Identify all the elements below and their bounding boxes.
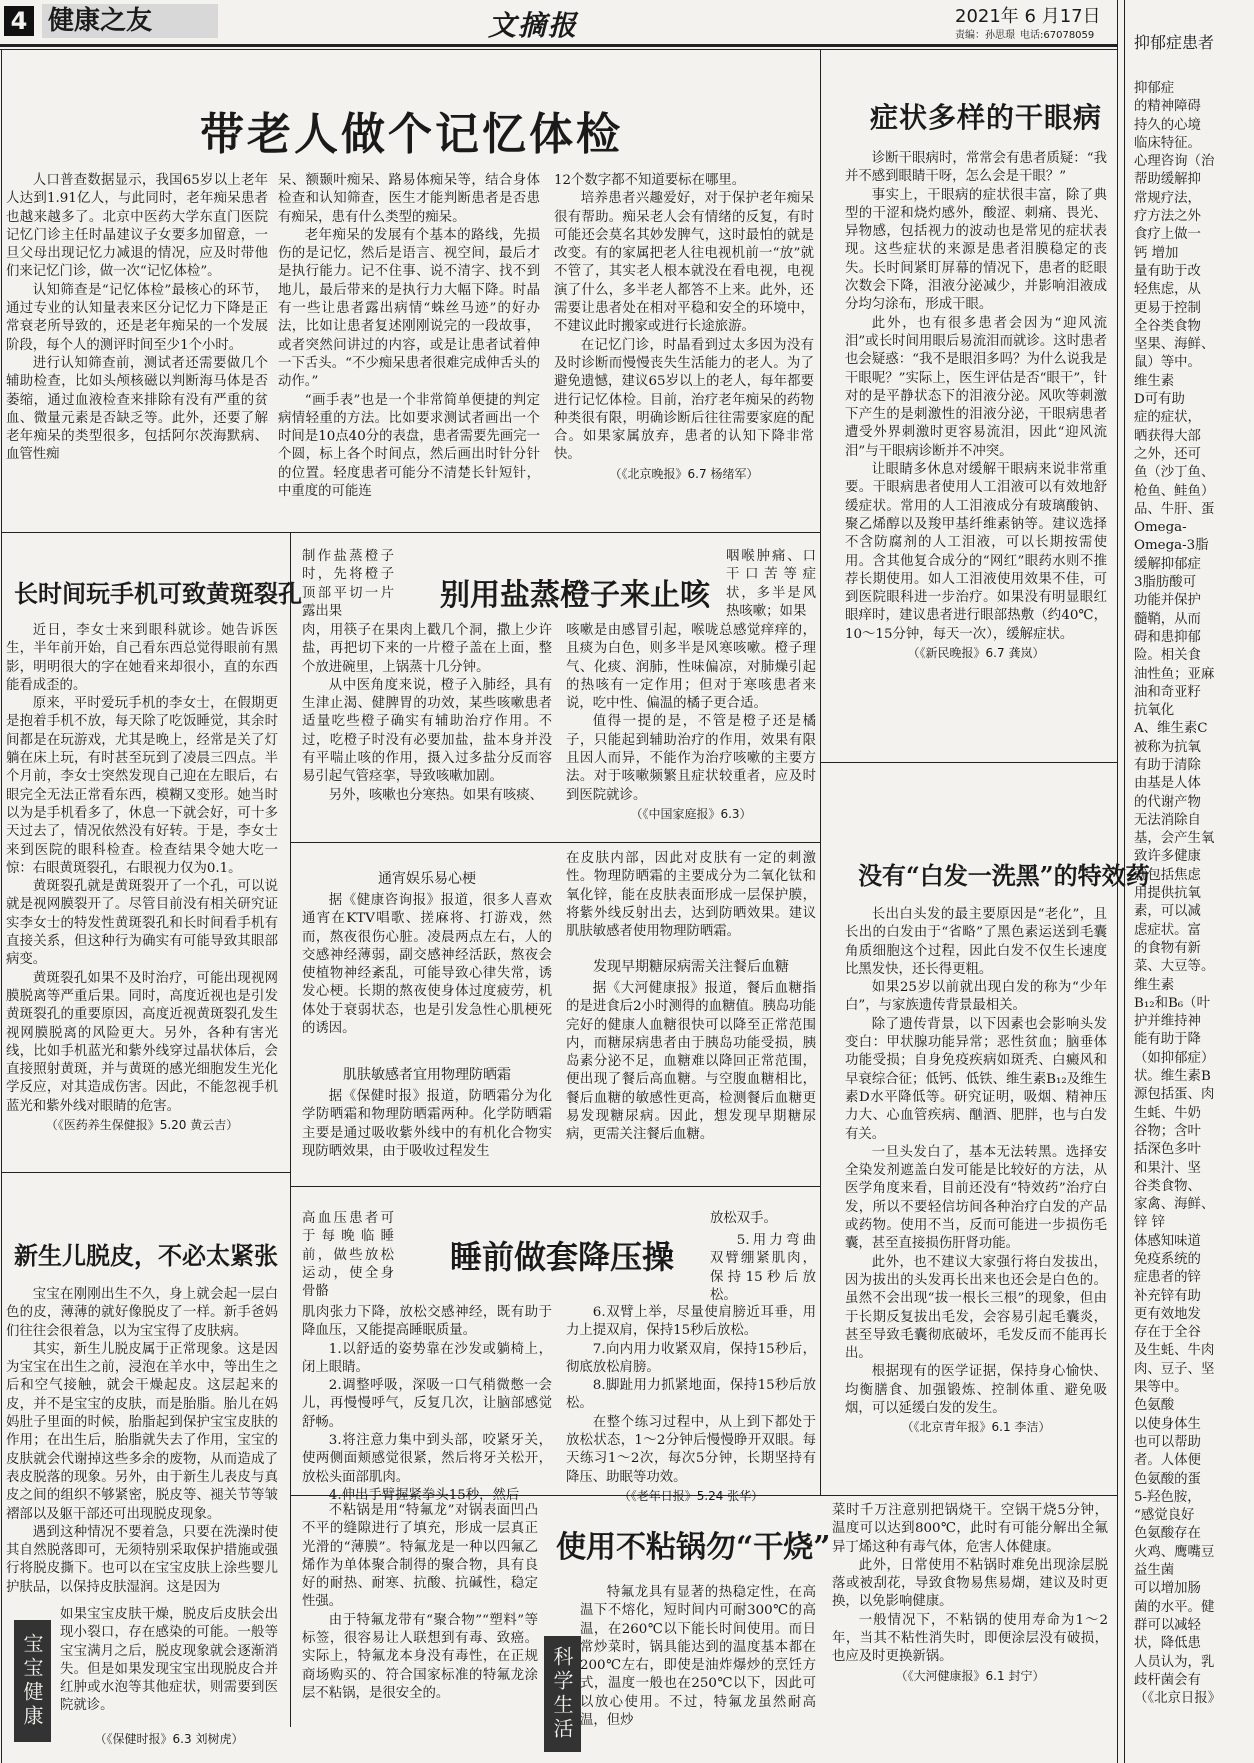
right-strip-line: 常规疗法，	[1134, 190, 1201, 206]
orange-title: 别用盐蒸橙子来止咳	[440, 578, 710, 613]
baby-section-tag: 宝宝健康	[14, 1620, 51, 1742]
right-strip-line: 素，可以减	[1134, 904, 1201, 920]
right-strip-line: Omega-	[1134, 520, 1187, 536]
memory-source: （《北京晚报》6.7 杨绪军）	[609, 466, 759, 481]
right-strip-line: 枪鱼、鲑鱼）	[1134, 483, 1215, 499]
memory-para: 进行认知筛查前，测试者还需要做几个辅助检查，比如头颅核磁以判断海马体是否萎缩，通过血液检查来排除有没有严重的贫血、微量元素是否缺乏等。此外，还要了解老年痴呆的类型很多，包括阿尔茨海默病、血管性痴	[6, 355, 268, 463]
memory-col-1	[6, 172, 268, 522]
right-strip-line: 更有效地发	[1134, 1306, 1201, 1322]
memory-para: 老年痴呆的发展有个基本的路线，先损伤的是记忆，然后是语言、视空间，最后才是执行能力。记不住事、说不清字、找不到地儿，最后带来的是执行力大幅下降。时晶有一些让患者露出病情“蛛丝马迹”的好办法，比如让患者复述刚刚说完的一段故事，或者突然问讲过的内容，或是让患者试着伸一下舌头。“不少痴呆患者很难完成伸舌头的动作。”	[278, 227, 540, 390]
sleep-col-1	[302, 1304, 552, 1503]
baby-tail-text: 如果宝宝皮肤干燥，脱皮后皮肤会出现小裂口，存在感染的可能。一般等宝宝满月之后，脱皮现象就会逐渐消失。但是如果发现宝宝出现脱皮合并红肿或水泡等其他症状，则需要到医院就诊。	[60, 1607, 278, 1714]
right-strip-line: 火鸡、鹰嘴豆	[1134, 1544, 1215, 1560]
date: 2021年 6 月17日	[955, 6, 1101, 27]
right-strip-line: 肉、豆子、坚	[1134, 1361, 1215, 1377]
right-strip-line: 色氨酸	[1134, 1398, 1175, 1414]
phone-para: 近日，李女士来到眼科就诊。她告诉医生，半年前开始，自己看东西总觉得眼前有黑影，明明很大的字在她看来却很小，直的东西能看成歪的。	[6, 623, 278, 693]
memory-col-2	[278, 172, 540, 522]
right-strip-line: 钙 增加	[1134, 245, 1179, 261]
sleep-intro-right: 放松双手。	[710, 1211, 777, 1226]
sleep-para: 3.将注意力集中到头部，咬紧牙关，使两侧面颊感觉很紧，然后将牙关松开，放松头面部肌肉。	[302, 1433, 552, 1485]
right-strip-line: B₁₂和B₆（叶	[1134, 995, 1210, 1011]
dryeye-body	[845, 150, 1107, 760]
right-strip-line: 碍和患抑郁	[1134, 629, 1201, 645]
phone-source: （《医药养生保健报》5.20 黄云吉）	[45, 1118, 239, 1133]
gray-para: 一旦头发白了，基本无法转黑。选择安全染发剂遮盖白发可能是比较好的方法，从医学角度来看，目前还没有“特效药”治疗白发，所以不要轻信坊间各种治疗白发的产品或药物。使用不当，反而可能进一步损伤毛囊，甚至直接损伤肝肾功能。	[845, 1144, 1107, 1252]
right-strip-line: 由基是人体	[1134, 776, 1201, 792]
right-strip-line: 之外，还可	[1134, 446, 1201, 462]
right-strip-line: 谷物；含叶	[1134, 1123, 1201, 1139]
masthead-rule	[0, 44, 1118, 47]
sleep-intro-right2: 5.用力弯曲双臂绷紧肌肉，保持15秒后放松。	[710, 1233, 816, 1303]
gray-para: 根据现有的医学证据，保持身心愉快、均衡膳食、加强锻炼、控制体重、避免吸烟，可以延缓白发的发生。	[845, 1364, 1107, 1417]
right-strip-line: 髓鞘，从而	[1134, 611, 1201, 627]
memory-para: 12个数字都不知道要标在哪里。	[554, 173, 746, 188]
brief-1-text: 据《健康咨询报》报道，很多人喜欢通宵在KTV唱歌、搓麻将、打游戏，然而，熬夜很伤心脏。凌晨两点左右，人的交感神经薄弱，副交感神经活跃，熬夜会使植物神经紊乱，可能导致心律失常，诱发心梗。长期的熬夜使身体过度疲劳，机体处于衰弱状态，也是引发急性心肌梗死的诱因。	[302, 893, 552, 1037]
rule-brief	[290, 1186, 820, 1187]
right-strip-line: 鼠）等中。	[1134, 355, 1201, 371]
right-strip-line: 症的症状，	[1134, 410, 1201, 426]
baby-body	[6, 1286, 278, 1606]
sleep-source: （《老年日报》5.24 张华）	[618, 1488, 764, 1503]
pan-para: 不粘锅是用“特氟龙”对锅表面凹凸不平的缝隙进行了填充，形成一层真正光滑的“薄膜”。特氟龙是一种以四氟乙烯作为单体聚合制得的聚合物，具有良好的耐热、耐寒、抗酸、抗碱性，稳定性强。	[302, 1503, 538, 1610]
right-strip-line: 品、牛肝、蛋	[1134, 501, 1215, 517]
right-strip-line: 锌 锌	[1134, 1215, 1166, 1231]
orange-source: （《中国家庭报》6.3）	[630, 806, 752, 821]
right-strip-line: 维生素	[1134, 977, 1175, 993]
sleep-para: 4.伸出手臂握紧拳头15秒，然后	[328, 1487, 520, 1503]
right-strip-line: 的代谢产物	[1134, 794, 1201, 810]
frame-left	[1, 49, 2, 1763]
orange-para: 值得一提的是，不管是橙子还是橘子，只能起到辅助治疗的作用，效果有限且因人而异，不能作为治疗咳嗽的主要方法。对于咳嗽频繁且症状较重者，应及时到医院就诊。	[566, 714, 816, 803]
right-strip-line: 免疫系统的	[1134, 1252, 1201, 1267]
brief-3-title: 发现早期糖尿病需关注餐后血糖	[593, 959, 789, 975]
dryeye-para: 诊断干眼病时，常常会有患者质疑：“我并不感到眼睛干呀，怎么会是干眼？”	[845, 151, 1107, 185]
right-strip-line: 用提供抗氧	[1134, 886, 1201, 902]
right-strip-lines	[1134, 80, 1254, 1708]
pan-source: （《大河健康报》6.1 封宁）	[895, 1668, 1045, 1683]
right-strip-line: 功能并保护	[1134, 593, 1201, 609]
right-strip-line: 色氨酸的蛋	[1134, 1471, 1201, 1487]
pan-para: 此外，日常使用不粘锅时难免出现涂层脱落或被刮花，导致食物易焦易煳，建议及时更换，以免影响健康。	[832, 1557, 1108, 1610]
right-strip-line: 补充锌有助	[1134, 1288, 1201, 1304]
right-strip-line: 被称为抗氧	[1134, 739, 1201, 755]
right-strip-line: 和果汁、坚	[1134, 1160, 1201, 1176]
sleep-para: 6.双臂上举，尽量使肩膀近耳垂，用力上提双肩，保持15秒后放松。	[566, 1305, 816, 1339]
right-strip-line: （如抑郁症）	[1134, 1050, 1215, 1066]
right-strip-line: 就包括焦虑	[1134, 867, 1201, 883]
right-strip-line: 可以增加肠	[1134, 1581, 1201, 1597]
pan-section-tag: 科学生活	[544, 1636, 581, 1752]
orange-col-1	[302, 622, 552, 840]
right-strip-line: 基，会产生氧	[1134, 831, 1215, 847]
right-strip-line: 果等中。	[1134, 1380, 1188, 1396]
paper-name: 文摘报	[488, 9, 579, 42]
right-strip-line: 油和奇亚籽	[1134, 684, 1201, 700]
sleep-intro-left: 高血压患者可于每晚临睡前，做些放松运动，使全身骨骼	[302, 1211, 394, 1300]
right-strip-line: 油性鱼；亚麻	[1134, 666, 1215, 682]
right-strip-line: A、维生素C	[1134, 721, 1208, 737]
brief-2-text: 据《保健时报》报道，防晒霜分为化学防晒霜和物理防晒霜两种。化学防晒霜主要是通过吸收紫外线中的有机化合物实现防晒效果，由于吸收过程发生	[302, 1089, 552, 1159]
right-strip-line: 色氨酸存在	[1134, 1526, 1201, 1542]
right-strip-line: 源包括蛋、肉	[1134, 1087, 1215, 1103]
right-strip-line: 存在于全谷	[1134, 1325, 1201, 1341]
right-strip-line: D可有助	[1134, 392, 1185, 408]
pan-para: 菜时千万注意别把锅烧干。空锅干烧5分钟，温度可以达到800℃，此时有可能分解出全氟异丁烯这种有毒气体，危害人体健康。	[832, 1503, 1108, 1555]
right-strip-line: 鱼（沙丁鱼、	[1134, 465, 1215, 481]
right-strip-line: 也可以帮助	[1134, 1434, 1201, 1450]
sleep-para: 肌肉张力下降，放松交感神经，既有助于降血压，又能提高睡眠质量。	[302, 1305, 552, 1339]
right-strip-line: 量有助于改	[1134, 263, 1201, 279]
baby-para: 遇到这种情况不要着急，只要在洗澡时使其自然脱落即可，无须特别采取保护措施或强行将脱皮撕下。也可以在宝宝皮肤上涂些婴儿护肤品，以保持皮肤湿润。这是因为	[6, 1524, 278, 1595]
right-strip-line: 无法消除自	[1134, 812, 1201, 828]
phone-body	[6, 622, 278, 1170]
right-strip-line: 菜、大豆等。	[1134, 959, 1215, 975]
memory-title: 带老人做个记忆体检	[200, 109, 623, 160]
pan-intro	[302, 1502, 538, 1758]
gray-source: （《北京青年报》6.1 李洁）	[901, 1420, 1051, 1435]
gray-para: 除了遗传背景，以下因素也会影响头发变白：甲状腺功能异常；恶性贫血；脑垂体功能受损；自身免疫疾病如斑秃、白癜风和早衰综合征；低钙、低铁、维生素B₁₂及维生素D水平降低等。研究证明，吸烟、精神压力大、心血管疾病、酗酒、肥胖，也与白发有关。	[845, 1016, 1107, 1142]
orange-para: 肉，用筷子在果肉上戳几个洞，撒上少许盐，再把切下来的一片橙子盖在上面，整个放进碗里，上锅蒸十几分钟。	[302, 623, 552, 675]
right-strip-line: 歧杆菌会有	[1134, 1672, 1201, 1688]
right-strip-line: 护并维持神	[1134, 1014, 1201, 1030]
right-strip-line: 人员认为，乳	[1134, 1654, 1215, 1670]
gray-para: 长出白头发的最主要原因是“老化”，且长出的白发由于“省略”了黑色素运送到毛囊角质细胞这个过程，因此白发不仅生长速度比黑发快，还长得更粗。	[845, 907, 1107, 977]
baby-para: 其实，新生儿脱皮属于正常现象。这是因为宝宝在出生之前，浸泡在羊水中，等出生之后和空气接触，就会干燥起皮。这层起来的皮，并不是宝宝的皮肤，而是胎脂。胎儿在妈妈肚子里面的时候，胎脂起到保护宝宝皮肤的作用；在出生后，胎脂就失去了作用，宝宝的皮肤就会代谢掉这些多余的废物，从而造成了表皮脱落的现象。另外，由于新生儿表皮与真皮之间的组织不够紧密，脱皮等、褪关节等皱褶部以及躯干部还可出现脱皮现象。	[6, 1341, 278, 1522]
right-strip-line: 益生菌	[1134, 1563, 1175, 1579]
memory-col-3	[554, 172, 814, 522]
right-strip-line: 疗方法之外	[1134, 209, 1201, 225]
pan-para: 一般情况下，不粘锅的使用寿命为1～2年，当其不粘性消失时，即便涂层没有破损，也应及时更换新锅。	[832, 1612, 1108, 1665]
right-strip-line: 的精神障碍	[1134, 99, 1201, 115]
memory-para: 认知筛查是“记忆体检”最核心的环节，通过专业的认知量表来区分记忆力下降是正常衰老所导致的，还是老年痴呆的一个发展阶段，每个人的测评时间至少1个小时。	[6, 282, 268, 353]
baby-source: （《保健时报》6.3 刘树虎）	[94, 1732, 244, 1746]
sleep-title: 睡前做套降压操	[450, 1238, 675, 1276]
right-strip-line: 家禽、海鲜、	[1134, 1197, 1215, 1213]
right-strip-line: 维生素	[1134, 373, 1175, 389]
right-strip-line: 抑郁症	[1134, 81, 1175, 96]
pan-title: 使用不粘锅勿“干烧”	[556, 1530, 831, 1565]
gray-title: 没有“白发一洗黑”的特效药	[858, 861, 1150, 890]
right-strip-line: 坚果、海鲜、	[1134, 337, 1215, 353]
section-name: 健康之友	[42, 4, 218, 38]
right-strip-line: 食疗上做一	[1134, 227, 1201, 243]
masthead-rule-thin	[0, 49, 1118, 50]
right-strip-line: 菌的水平。健	[1134, 1599, 1215, 1615]
right-strip-line: 有助于清除	[1134, 757, 1201, 773]
dryeye-source: （《新民晚报》6.7 龚岚）	[907, 646, 1045, 661]
right-strip-line: 持久的心境	[1134, 117, 1201, 133]
orange-intro-right: 咽喉肿痛、口干口苦等症状，多半是风热咳嗽；如果	[726, 549, 816, 619]
right-strip-line: 心理咨询（治	[1134, 154, 1215, 170]
orange-col-2	[566, 622, 816, 840]
right-strip-line: 轻焦虑，从	[1134, 282, 1201, 298]
sleep-para: 在整个练习过程中，从上到下都处于放松状态，1～2分钟后慢慢睁开双眼。每天练习1～2次，每次5分钟，长期坚持有降压、助眠等功效。	[566, 1414, 816, 1485]
baby-tail	[60, 1606, 278, 1728]
right-strip-line: Omega-3脂	[1134, 538, 1209, 554]
orange-para: 从中医角度来说，橙子入肺经，具有生津止渴、健脾胃的功效，某些咳嗽患者适量吃些橙子确实有辅助治疗作用。不过，吃橙子时没有必要加盐，盐本身并没有平喘止咳的作用，摄入过多盐分反而容易引起气管痉挛，导致咳嗽加剧。	[302, 677, 552, 785]
right-strip-line: 临床特征。	[1134, 135, 1201, 151]
gray-para: 此外，也不建议大家强行将白发拔出，因为拔出的头发再长出来也还会是白色的。虽然不会出现“拔一根长三根”的现象，但由于长期反复拔出毛发，会容易引起毛囊炎，甚至导致毛囊彻底破坏，毛发反而不能再长出。	[845, 1254, 1107, 1362]
right-strip-line: 晒获得大部	[1134, 428, 1201, 444]
editor: 责编：孙思璟	[955, 30, 1015, 41]
dryeye-para: 让眼睛多休息对缓解干眼病来说非常重要。干眼病患者使用人工泪液可以有效地舒缓症状。常用的人工泪液成分有玻璃酸钠、聚乙烯醇以及羧甲基纤维素钠等。建议选择不含防腐剂的人工泪液，可以长期按需使用。含其他复合成分的“网红”眼药水则不推荐长期使用。如人工泪液使用效果不佳，可到医院眼科进一步治疗。如果没有明显眼红眼痒时，建议患者进行眼部热敷（约40℃，10～15分钟，每天一次），缓解症状。	[845, 462, 1107, 642]
sleep-para: 8.脚趾用力抓紧地面，保持15秒后放松。	[566, 1378, 816, 1412]
right-strip-line: “感觉良好	[1134, 1508, 1195, 1524]
phone-para: 原来，平时爱玩手机的李女士，在假期更是抱着手机不放，每天除了吃饭睡觉，其余时间都是在玩游戏，尤其是晚上，经常是关了灯躺在床上玩，有时甚至玩到了凌晨三四点。半个月前，李女士突然发现自己迎在左眼后，右眼完全无法正常看东西，模糊又变形。她当时以为是手机看多了，休息一下就会好，可十多天过去了，情况依然没有好转。于是，李女士来到医院的眼科检查。检查结果令她大吃一惊：右眼黄斑裂孔，右眼视力仅为0.1。	[6, 696, 278, 876]
memory-para: 呆、额颞叶痴呆、路易体痴呆等，结合身体检查和认知筛查，医生才能判断患者是否患有痴呆，患有什么类型的痴呆。	[278, 173, 540, 225]
brief-2-title: 肌肤敏感者宜用物理防晒霜	[343, 1067, 511, 1083]
dryeye-title: 症状多样的干眼病	[870, 101, 1103, 134]
right-strip-line: 状。维生素B	[1134, 1069, 1211, 1085]
right-strip-line: 症患者的锌	[1134, 1270, 1201, 1286]
rule-phone	[1, 1172, 290, 1173]
pan-col-2: 特氟龙具有显著的热稳定性，在高温下不熔化，短时间内可耐300℃的高温，在260℃以下能长时间使用。而日常炒菜时，锅具能达到的温度基本都在200℃左右，即使是油炸爆炒的烹饪方式，温度一般也在250℃以下，因此可以放心使用。不过，特氟龙虽然耐高温，但炒	[580, 1585, 816, 1729]
pan-col-3	[832, 1502, 1108, 1758]
sleep-para: 1.以舒适的姿势靠在沙发或躺椅上，闭上眼睛。	[302, 1341, 552, 1375]
phone: 电话:67078059	[1020, 30, 1095, 41]
right-strip-line: 能有助于降	[1134, 1032, 1201, 1048]
right-strip-line: 致许多健康	[1134, 849, 1201, 865]
baby-title: 新生儿脱皮，不必太紧张	[14, 1241, 278, 1270]
brief-1-title: 通宵娱乐易心梗	[378, 871, 476, 887]
divider-main-right	[820, 49, 821, 1495]
right-strip-line: 及生蚝、牛肉	[1134, 1343, 1215, 1359]
right-strip-line: （《北京日报》	[1134, 1691, 1222, 1707]
right-strip-line: 抗氧化	[1134, 703, 1175, 719]
right-strip	[1126, 0, 1222, 1763]
right-strip-line: 体感知味道	[1134, 1233, 1201, 1249]
right-strip-line: 以使身体生	[1134, 1416, 1201, 1432]
baby-para: 宝宝在刚刚出生不久，身上就会起一层白色的皮，薄薄的就好像脱皮了一样。新手爸妈们往往会很着急，以为宝宝得了皮肤病。	[6, 1287, 278, 1339]
right-strip-line: 者。人体便	[1134, 1453, 1201, 1469]
right-strip-line: 群可以减轻	[1134, 1617, 1201, 1633]
right-strip-line: 状，降低患	[1134, 1636, 1201, 1652]
gray-para: 如果25岁以前就出现白发的称为“少年白”，与家族遗传背景最相关。	[845, 980, 1107, 1014]
sleep-para: 7.向内用力收紧双肩，保持15秒后，彻底放松肩膀。	[566, 1341, 816, 1375]
orange-para: 另外，咳嗽也分寒热。如果有咳痰、	[328, 787, 544, 803]
right-strip-line: 的食物有新	[1134, 940, 1201, 956]
rule-row1	[1, 532, 820, 533]
page-number: 4	[4, 6, 34, 36]
phone-para: 黄斑裂孔如果不及时治疗，可能出现视网膜脱离等严重后果。同时，高度近视也是引发黄斑裂孔的重要原因，高度近视黄斑裂孔发生视网膜脱离的风险更大。另外，各种有害光线，比如手机蓝光和紫外线穿过晶状体后，会直接照射黄斑，并与黄斑的感光细胞发生光化学反应，对其造成伤害。因此，不能忽视手机蓝光和紫外线对眼睛的危害。	[6, 970, 278, 1114]
brief-3-text: 据《大河健康报》报道，餐后血糖指的是进食后2小时测得的血糖值。胰岛功能完好的健康人血糖很快可以降至正常范围内，而糖尿病患者由于胰岛功能受损，胰岛素分泌不足，血糖难以降回正常范围，便出现了餐后高血糖。与空腹血糖相比，餐后血糖的敏感性更高，检测餐后血糖更易发现糖尿病。因此，想发现早期糖尿病，更需关注餐后血糖。	[566, 981, 816, 1143]
gray-body	[845, 906, 1107, 1492]
phone-title: 长时间玩手机可致黄斑裂孔	[14, 579, 302, 608]
right-strip-line: 全谷类食物	[1134, 318, 1201, 334]
right-strip-line: 3脂肪酸可	[1134, 575, 1197, 591]
right-strip-line: 括深色多叶	[1134, 1142, 1201, 1158]
right-strip-line: 缓解抑郁症	[1134, 556, 1201, 572]
masthead	[0, 0, 1120, 45]
dryeye-para: 此外，也有很多患者会因为“迎风流泪”或长时间用眼后易流泪而就诊。这时患者也会疑惑：“我不是眼泪多吗？为什么说我是干眼呢？”实际上，医生评估是否“眼干”，针对的是平静状态下的泪液分泌。风吹等刺激下产生的是刺激性的泪液分泌，干眼病患者遭受外界刺激时更容易流泪，因此“迎风流泪”与干眼病诊断并不冲突。	[845, 315, 1107, 459]
memory-para: 在记忆门诊，时晶看到过太多因为没有及时诊断而慢慢丧失生活能力的老人。为了避免遗憾，建议65岁以上的老人，每年都要进行记忆体检。目前，治疗老年痴呆的药物种类很有限，明确诊断后往往需要家庭的配合。如果家属放弃，患者的认知下降非常快。	[554, 337, 814, 463]
right-strip-line: 险。相关食	[1134, 648, 1201, 664]
orange-intro-left: 制作盐蒸橙子时，先将橙子顶部平切一片露出果	[302, 549, 394, 619]
dryeye-para: 事实上，干眼病的症状很丰富，除了典型的干涩和烧灼感外，酸涩、刺痛、畏光、异物感，包括视力的波动也是常见的症状表现。这些症状的来源是患者泪膜稳定的丧失。长时间紧盯屏幕的情况下，患者的眨眼次数会下降，泪液分泌减少，并影响泪液成分均匀涂布，形成干眼。	[845, 187, 1107, 313]
memory-para: 培养患者兴趣爱好，对于保护老年痴呆很有帮助。痴呆老人会有情绪的反复，有时可能还会莫名其妙发脾气，这时最怕的就是改变。有的家属把老人往电视机前一“放”就不管了，其实老人根本就没在看电视，电视演了什么，多半老人都答不上来。此外，还需要让患者处在相对平稳和安全的环境中，不建议此时搬家或进行长途旅游。	[554, 191, 814, 335]
right-strip-line: 5-羟色胺，	[1134, 1489, 1201, 1505]
orange-para: 咳嗽是由感冒引起，喉咙总感觉痒痒的，且痰为白色，则多半是风寒咳嗽。橙子理气、化痰、润肺，性味偏凉，对肺燥引起的热咳有一定作用；但对于寒咳患者来说，吃中性、偏温的橘子更合适。	[566, 623, 816, 712]
divider-left-col	[290, 532, 291, 1727]
right-strip-line: 虑症状。富	[1134, 922, 1201, 938]
right-strip-line: 谷类食物、	[1134, 1178, 1201, 1194]
memory-para: “画手表”也是一个非常简单便捷的判定病情轻重的方法。比如要求测试者画出一个时间是10点40分的表盘，患者需要先画完一个圆，标上各个时间点，然后画出时针分针的位置。轻度患者可能分不清楚长针短针，中重度的可能连	[278, 392, 540, 500]
rule-gray	[820, 762, 1117, 763]
right-strip-line: 更易于控制	[1134, 300, 1201, 316]
right-strip-line: 生蚝、牛奶	[1134, 1105, 1201, 1121]
pan-para: 由于特氟龙带有“聚合物”“塑料”等标签，很容易让人联想到有毒、致癌。实际上，特氟龙本身没有毒性，在正规商场购买的、符合国家标准的特氟龙涂层不粘锅，是很安全的。	[302, 1612, 538, 1701]
sleep-col-2	[566, 1304, 816, 1503]
brief-2-cont: 在皮肤内部，因此对皮肤有一定的刺激性。物理防晒霜的主要成分为二氧化钛和氧化锌，能在皮肤表面形成一层保护膜，将紫外线反射出去，达到防晒效果。建议肌肤敏感者使用物理防晒霜。	[566, 851, 816, 940]
sleep-para: 2.调整呼吸，深吸一口气稍微憋一会儿，再慢慢呼气，反复几次，让脑部感觉舒畅。	[302, 1378, 552, 1430]
rule-orange	[290, 842, 820, 843]
right-strip-line: 帮助缓解抑	[1134, 172, 1201, 188]
right-strip-title: 抑郁症患者	[1134, 33, 1215, 52]
phone-para: 黄斑裂孔就是黄斑裂开了一个孔，可以说就是视网膜裂开了。尽管目前没有相关研究证实李女士的特发性黄斑裂孔和长时间看手机有直接关系，但这种行为确实有可能导致其眼部病变。	[6, 879, 278, 968]
memory-para: 人口普查数据显示，我国65岁以上老年人达到1.91亿人，与此同时，老年痴呆患者也越来越多了。北京中医药大学东直门医院记忆门诊主任时晶建议子女要多加留意，一旦父母出现记忆力减退的情况，应及时带他们来记忆门诊，做一次“记忆体检”。	[6, 173, 268, 280]
